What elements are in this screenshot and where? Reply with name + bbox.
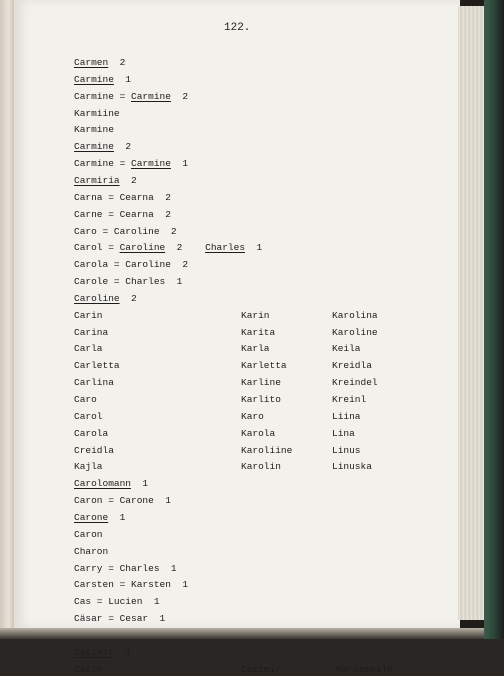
entry-count: 1 [113, 73, 132, 85]
index-entry [74, 192, 171, 204]
page-stack-edge [458, 6, 486, 620]
book-bottom-edge [0, 628, 484, 639]
entry-name: Caro [74, 394, 97, 405]
index-entry [74, 377, 114, 389]
entry-name: Carin [74, 309, 103, 321]
index-entry [74, 647, 131, 659]
entry-name: Karmine [74, 124, 114, 136]
index-entry [74, 394, 97, 406]
variant-name: Karolin [241, 461, 281, 473]
entry-name: Casim [74, 663, 103, 675]
index-entry [74, 529, 103, 541]
entry-name: Carolomann [74, 478, 132, 490]
entry-name: Carmine [74, 73, 114, 85]
page [14, 0, 460, 675]
entry-name: Carletta [74, 360, 120, 372]
index-entry [74, 158, 188, 170]
index-entry [74, 546, 108, 558]
entry-name: Carlina [74, 377, 114, 389]
index-entry [74, 512, 125, 524]
index-entry [74, 209, 171, 221]
variant-name: Karita [241, 326, 276, 338]
index-entry [74, 461, 103, 473]
index-entry [74, 445, 114, 457]
entry-name: Carol [74, 410, 103, 422]
entry-count: 2 [108, 57, 126, 68]
index-entry [74, 411, 103, 423]
index-entry [74, 226, 177, 238]
entry-count: 2 [170, 90, 189, 102]
entry-name: Cäsar = Cesar 1 [74, 613, 166, 625]
variant-name: Linus [332, 444, 361, 456]
variant-name: Karin [241, 309, 270, 321]
index-entry [74, 343, 103, 355]
entry-name: Creidla [74, 444, 114, 456]
entry-name: Carsten = Karsten 1 [74, 579, 189, 591]
entry-name: Casimir [74, 646, 114, 658]
entry-name: Carola [74, 427, 109, 439]
entry-reference: Carmine [131, 158, 171, 170]
entry-count: 1 [170, 158, 189, 170]
entry-name: Carmiria [74, 174, 120, 186]
entry-name: Carmen [74, 57, 109, 68]
entry-name: Carla [74, 343, 103, 355]
variant-name: Karline [241, 377, 281, 389]
left-page-edge [0, 0, 14, 632]
entry-name: Carry = Charles 1 [74, 562, 177, 574]
entry-name: Carmine = [74, 158, 132, 170]
variant-name: Karla [241, 343, 270, 355]
entry-name: Karmiine [74, 107, 120, 119]
entry-count: 1 [113, 646, 132, 658]
entry-name: Cas = Lucien 1 [74, 596, 160, 608]
entry-name: Carole = Charles 1 [74, 276, 183, 288]
variant-name: Lina [332, 427, 355, 439]
entry-reference: Charles [205, 242, 246, 254]
variant-name: Cazimir [241, 663, 281, 675]
index-entry [74, 259, 188, 271]
variant-name: Kreindel [332, 377, 378, 389]
entry-name: Carone [74, 511, 109, 523]
index-entry [74, 242, 262, 254]
entry-count: 1 [131, 478, 149, 490]
entry-count: 2 [119, 174, 137, 186]
variant-name: Karzemeslh [336, 663, 394, 675]
entry-name: Carina [74, 326, 109, 338]
index-entry [74, 124, 114, 136]
index-entry [74, 327, 108, 339]
index-entry [74, 360, 120, 372]
index-entry [74, 74, 131, 86]
index-entry [74, 563, 177, 575]
entry-name: Carmine [74, 141, 114, 153]
variant-name: Keila [332, 343, 361, 355]
index-entry [74, 175, 137, 187]
index-entry [74, 57, 125, 69]
variant-name: Kreinl [332, 394, 367, 405]
variant-name: Karolina [332, 309, 378, 321]
variant-name: Karlito [241, 394, 281, 405]
variant-name: Karoliine [241, 444, 293, 456]
variant-name: Karletta [241, 360, 287, 372]
book-cover-edge [484, 0, 504, 639]
index-entry [74, 428, 108, 440]
entry-name: Carol = [74, 242, 120, 254]
index-entry [74, 310, 103, 322]
entry-name: Caroline [74, 292, 120, 304]
variant-name: Liina [332, 410, 361, 422]
entry-name: Carna = Cearna 2 [74, 191, 171, 203]
index-entry [74, 108, 120, 120]
entry-name: Carne = Cearna 2 [74, 208, 171, 220]
entry-count: 2 [165, 242, 183, 254]
entry-count: 1 [245, 242, 263, 254]
entry-name: Charon [74, 545, 109, 557]
index-entry [74, 495, 171, 507]
entry-name: Kajla [74, 461, 103, 473]
entry-name: Caron [74, 528, 103, 540]
index-entry [74, 293, 137, 305]
variant-name: Karoline [332, 326, 378, 338]
index-entry [74, 664, 103, 676]
entry-count: 1 [108, 511, 126, 523]
entry-name: Caro = Caroline 2 [74, 225, 177, 237]
entry-count: 2 [119, 292, 137, 304]
entry-reference: Caroline [119, 242, 166, 254]
index-entry [74, 276, 182, 288]
variant-name: Karo [241, 410, 264, 422]
variant-name: Linuska [332, 461, 372, 473]
entry-name: Carola = Caroline 2 [74, 259, 189, 271]
variant-name: Karola [241, 427, 276, 439]
entry-reference: Carmine [131, 90, 171, 102]
index-entry [74, 91, 188, 103]
index-entry [74, 141, 131, 153]
variant-name: Kreidla [332, 360, 372, 372]
index-entry [74, 579, 188, 591]
index-entry [74, 596, 160, 608]
index-entry [74, 478, 148, 490]
entry-count: 2 [113, 141, 132, 153]
entry-name: Carmine = [74, 90, 132, 102]
page-number: 122. [224, 22, 251, 34]
index-entry [74, 613, 165, 625]
entry-name: Caron = Carone 1 [74, 495, 171, 507]
